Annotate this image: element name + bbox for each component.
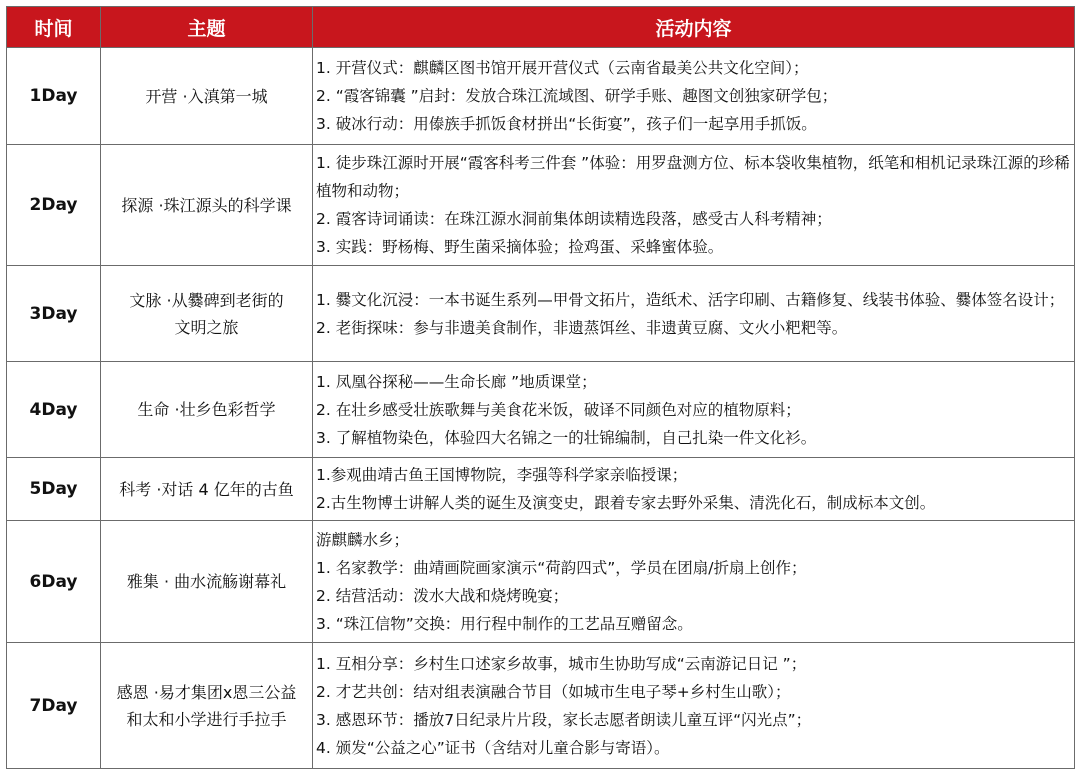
activity-item: 1. 名家教学：曲靖画院画家演示“荷韵四式”，学员在团扇/折扇上创作； xyxy=(316,558,807,577)
theme-text: 文明之旅 xyxy=(174,317,239,337)
theme-cell xyxy=(101,362,313,458)
activity-item: 2. “霞客锦囊 ”启封：发放合珠江流域图、研学手账、趣图文创独家研学包； xyxy=(316,87,838,105)
table-row xyxy=(7,48,1075,145)
activity-item: 3. 破冰行动：用傣族手抓饭食材拼出“长街宴”，孩子们一起享用手抓饭。 xyxy=(316,115,817,133)
content-cell xyxy=(313,266,1075,362)
theme-text: 生命 ·壮乡色彩哲学 xyxy=(137,400,276,419)
day-cell: 2Day xyxy=(7,145,101,266)
table-row xyxy=(7,145,1075,266)
content-cell xyxy=(313,521,1075,643)
day-cell: 5Day xyxy=(7,458,101,521)
header-row xyxy=(7,7,1075,48)
activity-item: 2. 在壮乡感受壮族歌舞与美食花米饭，破译不同颜色对应的植物原料； xyxy=(316,400,801,419)
day-cell: 3Day xyxy=(7,266,101,362)
activity-item: 2. 才艺共创：结对组表演融合节目（如城市生电子琴+乡村生山歌）； xyxy=(316,682,791,701)
theme-cell xyxy=(101,521,313,643)
activity-item: 1. 互相分享：乡村生口述家乡故事，城市生协助写成“云南游记日记 ”； xyxy=(316,654,807,673)
day-cell: 6Day xyxy=(7,521,101,643)
day-cell: 7Day xyxy=(7,643,101,769)
activity-item: 3. 感恩环节：播放7日纪录片片段，家长志愿者朗读儿童互评“闪光点”； xyxy=(316,710,812,729)
content-cell xyxy=(313,362,1075,458)
activity-item: 1. 凤凰谷探秘——生命长廊 ”地质课堂； xyxy=(316,372,597,391)
activity-item: 2.古生物博士讲解人类的诞生及演变史，跟着专家去野外采集、清洗化石，制成标本文创。 xyxy=(316,494,936,512)
activity-item: 2. 老街探味：参与非遗美食制作，非遗蒸饵丝、非遗黄豆腐、文火小粑粑等。 xyxy=(316,318,848,337)
day-cell: 4Day xyxy=(7,362,101,458)
activity-item: 1. 徒步珠江源时开展“霞客科考三件套 ”体验：用罗盘测方位、标本袋收集植物，纸笔和相机记录珠江源的珍稀植物和动物； xyxy=(316,154,1070,200)
theme-text: 文脉 ·从爨碑到老街的 xyxy=(129,290,284,310)
day-cell: 1Day xyxy=(7,48,101,145)
theme-text: 和太和小学进行手拉手 xyxy=(126,709,287,729)
theme-text: 开营 ·入滇第一城 xyxy=(145,86,268,106)
table-row xyxy=(7,266,1075,362)
activity-item: 3. 实践：野杨梅、野生菌采摘体验；捡鸡蛋、采蜂蜜体验。 xyxy=(316,238,724,256)
header-content: 活动内容 xyxy=(313,7,1075,48)
activity-item: 2. 霞客诗词诵读：在珠江源水洞前集体朗读精选段落，感受古人科考精神； xyxy=(316,210,832,228)
activity-item: 1. 开营仪式：麒麟区图书馆开展开营仪式（云南省最美公共文化空间）； xyxy=(316,59,809,77)
activity-item: 1.参观曲靖古鱼王国博物院，李强等科学家亲临授课； xyxy=(316,466,688,484)
content-cell xyxy=(313,643,1075,769)
content-cell xyxy=(313,48,1075,145)
activity-item: 3. “珠江信物”交换：用行程中制作的工艺品互赠留念。 xyxy=(316,614,693,633)
theme-text: 感恩 ·易才集团x恩三公益 xyxy=(116,682,297,702)
activity-item: 游麒麟水乡； xyxy=(316,530,410,549)
table-row xyxy=(7,362,1075,458)
theme-cell xyxy=(101,266,313,362)
table-row xyxy=(7,643,1075,769)
activity-item: 2. 结营活动：泼水大战和烧烤晚宴； xyxy=(316,586,569,605)
table-row xyxy=(7,458,1075,521)
theme-cell xyxy=(101,145,313,266)
table-row xyxy=(7,521,1075,643)
content-cell xyxy=(313,145,1075,266)
theme-text: 雅集 · 曲水流觞谢幕礼 xyxy=(126,572,287,591)
header-theme: 主题 xyxy=(101,7,313,48)
theme-text: 探源 ·珠江源头的科学课 xyxy=(121,195,292,215)
activity-item: 4. 颁发“公益之心”证书（含结对儿童合影与寄语）。 xyxy=(316,738,670,757)
header-time: 时间 xyxy=(7,7,101,48)
theme-cell xyxy=(101,458,313,521)
schedule-table xyxy=(6,6,1075,769)
theme-cell xyxy=(101,643,313,769)
activity-item: 3. 了解植物染色，体验四大名锦之一的壮锦编制，自己扎染一件文化衫。 xyxy=(316,428,817,447)
theme-cell xyxy=(101,48,313,145)
theme-text: 科考 ·对话 4 亿年的古鱼 xyxy=(119,479,294,499)
content-cell xyxy=(313,458,1075,521)
activity-item: 1. 爨文化沉浸：一本书诞生系列—甲骨文拓片，造纸术、活字印刷、古籍修复、线装书体验、爨体签名设计； xyxy=(316,290,1065,309)
